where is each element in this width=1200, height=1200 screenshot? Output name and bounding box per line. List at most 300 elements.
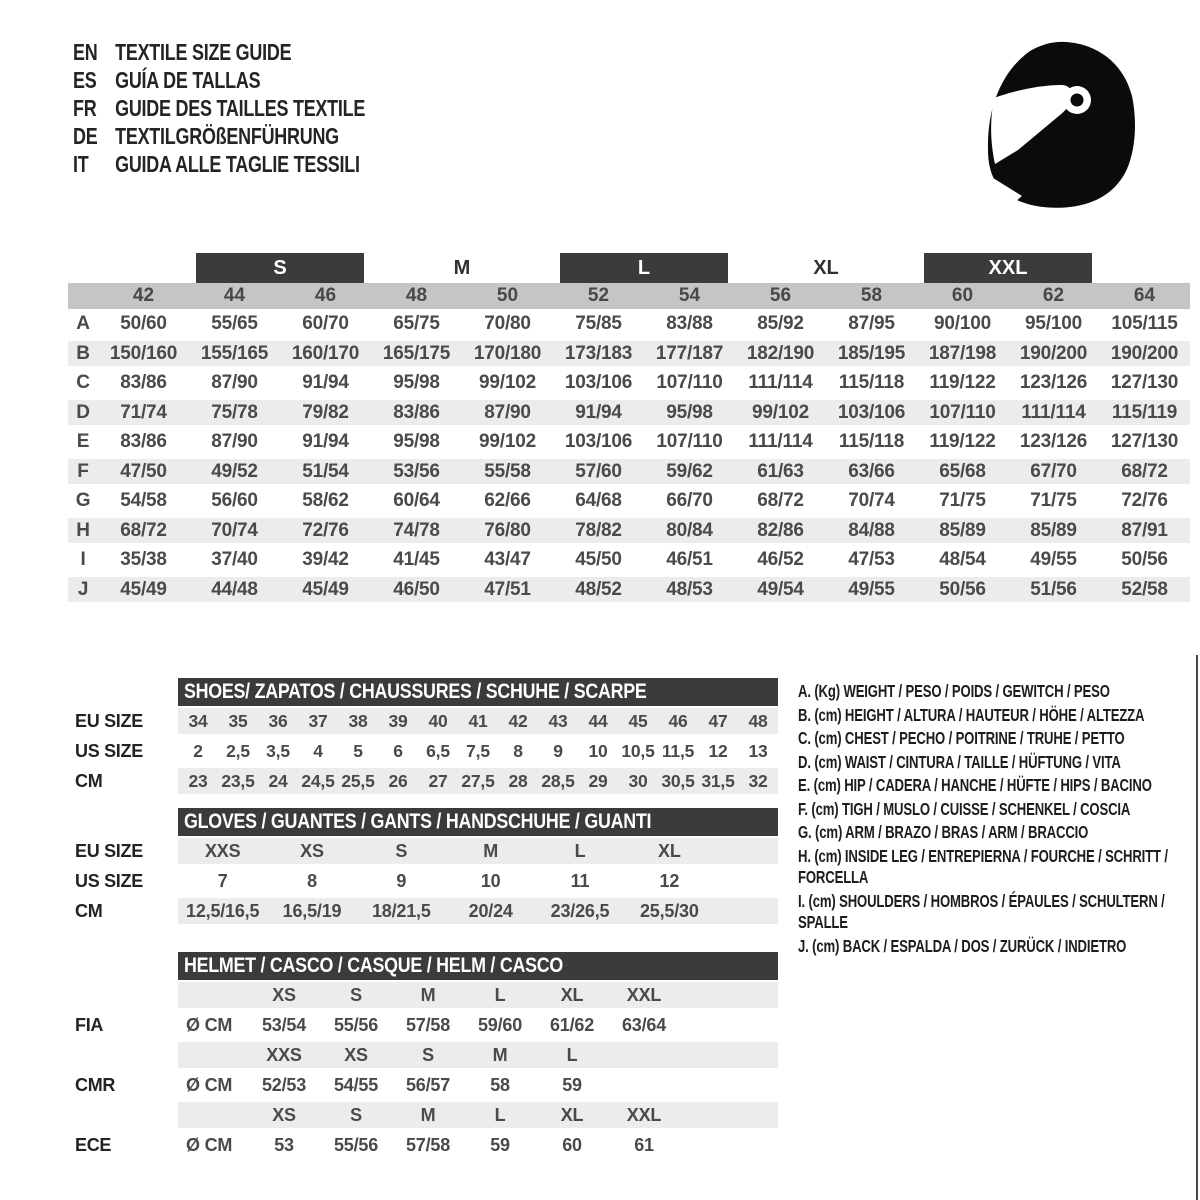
helmet-size-value: 61: [634, 1134, 654, 1155]
row-label: EU SIZE: [75, 711, 143, 731]
size-value: 95/98: [666, 401, 713, 423]
size-value: 27,5: [461, 770, 495, 791]
size-value: 82/86: [757, 519, 804, 541]
size-value: 62/66: [484, 490, 531, 511]
size-value: 45/49: [302, 578, 349, 600]
size-value: 31,5: [701, 770, 735, 791]
language-code: EN: [73, 39, 98, 65]
size-group-label: L: [560, 253, 728, 283]
size-value: 6,5: [426, 740, 450, 761]
size-value: 41: [468, 710, 488, 731]
measurement-row: [68, 486, 1190, 516]
size-value: L: [574, 840, 586, 861]
size-value: 58/62: [302, 490, 349, 511]
size-value: 87/90: [211, 372, 258, 393]
size-value: 44/48: [211, 578, 258, 600]
language-code: FR: [73, 95, 97, 121]
size-value: 30: [628, 770, 648, 791]
helmet-sizes-row: [68, 980, 778, 1010]
size-value: 83/86: [120, 431, 167, 452]
size-value: 29: [588, 770, 608, 791]
helmet-size-label: S: [350, 1104, 362, 1125]
helmet-size-label: M: [420, 1104, 436, 1125]
helmet-size-value: 57/58: [405, 1134, 451, 1155]
row-letter: J: [77, 578, 89, 600]
language-title: GUIDA ALLE TAGLIE TESSILI: [115, 151, 360, 177]
measurement-row: [68, 575, 1190, 605]
size-value: 150/160: [109, 342, 178, 364]
diameter-unit: Ø CM: [186, 1014, 233, 1035]
size-value: 47/50: [120, 460, 167, 482]
size-value: 51/54: [302, 460, 349, 482]
size-value: 60/70: [302, 313, 349, 334]
size-value: 111/114: [748, 431, 813, 452]
helmet-size-label: XXS: [266, 1044, 302, 1065]
size-value: 59/62: [666, 460, 713, 482]
numeric-size-empty: [68, 283, 98, 309]
section-row: [68, 866, 778, 896]
size-value: 35: [228, 710, 248, 731]
row-band: [178, 1100, 778, 1130]
size-value: 115/119: [1111, 401, 1178, 423]
helmet-size-label: L: [566, 1044, 578, 1065]
legend-item: E. (cm) HIP / CADERA / HANCHE / HÜFTE / HIPS / BACINO: [798, 775, 1152, 795]
row-letter: C: [76, 372, 90, 393]
size-value: 173/183: [564, 342, 633, 364]
size-value: 46/50: [393, 578, 440, 600]
helmet-values-row: [68, 1130, 778, 1160]
size-value: 45/50: [575, 549, 622, 570]
numeric-size: 44: [223, 285, 246, 306]
size-value: 84/88: [848, 519, 895, 541]
size-value: 39/42: [302, 549, 349, 570]
size-value: 105/115: [1111, 313, 1178, 334]
gloves-header-bar: [178, 808, 778, 836]
size-value: 11: [570, 870, 590, 891]
helmet-size-label: XS: [272, 984, 296, 1005]
size-value: 46/51: [666, 549, 713, 570]
size-value: 103/106: [837, 401, 906, 423]
row-band: [178, 1010, 778, 1040]
helmet-values-row: [68, 1070, 778, 1100]
row-label-empty: [68, 1100, 178, 1130]
value-grid: [178, 736, 778, 766]
right-edge-artifact-line: [1196, 655, 1198, 1200]
size-value: 6: [393, 740, 403, 761]
size-value: 80/84: [666, 519, 713, 541]
measurement-row: [68, 398, 1190, 428]
size-value: 23/26,5: [550, 900, 610, 921]
size-value: 87/90: [484, 401, 531, 423]
row-letter: D: [76, 401, 90, 423]
size-value: 16,5/19: [282, 900, 342, 921]
section-row: [68, 896, 778, 926]
size-value: 72/76: [302, 519, 349, 541]
helmet-size-label: M: [492, 1044, 508, 1065]
size-value: 20/24: [468, 900, 513, 921]
language-row: [73, 122, 365, 150]
size-value: 4: [313, 740, 323, 761]
size-value: 107/110: [656, 431, 723, 452]
helmet-size-value: 60: [562, 1134, 582, 1155]
row-letter: G: [75, 490, 91, 511]
size-value: 49/55: [848, 578, 895, 600]
standard-label: CMR: [75, 1075, 116, 1095]
language-code: IT: [73, 151, 89, 177]
row-band: [178, 1040, 778, 1070]
size-value: 83/88: [666, 313, 713, 334]
measurement-row: [68, 545, 1190, 575]
value-grid: [178, 1070, 778, 1100]
size-value: 3,5: [266, 740, 290, 761]
size-value: 71/75: [1030, 490, 1077, 511]
helmet-size-label: XS: [344, 1044, 368, 1065]
size-value: 43/47: [484, 549, 531, 570]
size-value: 45: [628, 710, 648, 731]
size-value: 99/102: [479, 431, 536, 452]
size-value: 83/86: [393, 401, 440, 423]
size-value: 123/126: [1019, 372, 1088, 393]
size-value: 48/54: [939, 549, 986, 570]
size-value: 111/114: [748, 372, 813, 393]
racing-helmet-icon: [980, 38, 1138, 213]
helmet-rows: [68, 980, 778, 1160]
size-value: 42: [508, 710, 528, 731]
size-value: 54/58: [120, 490, 167, 511]
size-value: 66/70: [666, 490, 713, 511]
size-value: 87/95: [848, 313, 895, 334]
size-value: 63/66: [848, 460, 895, 482]
size-value: 68/72: [1121, 460, 1168, 482]
size-value: 170/180: [473, 342, 542, 364]
size-value: M: [483, 840, 499, 861]
measurement-legend: [798, 681, 1190, 959]
row-band: [178, 980, 778, 1010]
helmet-size-value: 59: [562, 1074, 582, 1095]
numeric-size: 60: [951, 285, 974, 306]
size-value: 50/56: [939, 578, 986, 600]
size-value: 72/76: [1121, 490, 1168, 511]
helmet-size-label: L: [494, 984, 506, 1005]
size-value: 107/110: [656, 372, 723, 393]
size-value: 37/40: [211, 549, 258, 570]
shoes-header-bar: [178, 678, 778, 706]
language-row: [73, 38, 365, 66]
row-label: EU SIZE: [75, 841, 143, 861]
section-row: [68, 706, 778, 736]
size-value: 85/89: [1030, 519, 1077, 541]
row-label: US SIZE: [75, 741, 143, 761]
helmet-values-row: [68, 1010, 778, 1040]
numeric-size: 48: [405, 285, 428, 306]
numeric-size: 56: [769, 285, 792, 306]
size-value: 52/58: [1121, 578, 1168, 600]
language-row: [73, 66, 365, 94]
helmet-size-value: 53: [274, 1134, 294, 1155]
size-value: 190/200: [1019, 342, 1088, 364]
language-row: [73, 150, 365, 178]
size-value: 111/114: [1021, 401, 1086, 423]
measurement-row: [68, 516, 1190, 546]
size-value: 76/80: [484, 519, 531, 541]
row-letter: F: [77, 460, 89, 482]
size-value: 75/85: [575, 313, 622, 334]
size-value: 25,5/30: [640, 900, 699, 921]
gloves-rows: [68, 836, 778, 926]
legend-item: D. (cm) WAIST / CINTURA / TAILLE / HÜFTUNG / VITA: [798, 751, 1121, 772]
language-title: GUÍA DE TALLAS: [115, 67, 261, 93]
size-value: 64/68: [575, 490, 622, 511]
size-value: 160/170: [291, 342, 360, 364]
row-band: [178, 1070, 778, 1100]
size-value: 49/55: [1030, 549, 1077, 570]
size-value: 123/126: [1019, 431, 1088, 452]
row-band: [178, 866, 778, 896]
size-value: 57/60: [575, 460, 622, 482]
size-value: XL: [658, 840, 681, 861]
shoes-size-table: [68, 678, 778, 796]
row-letter: E: [76, 431, 90, 452]
size-value: 40: [428, 710, 448, 731]
gloves-size-table: [68, 808, 778, 926]
size-value: 10: [480, 870, 501, 891]
size-value: 55/58: [484, 460, 531, 482]
size-value: 8: [307, 870, 317, 891]
size-value: 70/80: [484, 313, 531, 334]
size-value: 115/118: [838, 372, 905, 393]
value-grid: [178, 1130, 778, 1160]
size-value: 95/98: [393, 431, 440, 452]
helmet-sizes-row: [68, 1040, 778, 1070]
section-row: [68, 736, 778, 766]
language-code: DE: [73, 123, 98, 149]
legend-item: B. (cm) HEIGHT / ALTURA / HAUTEUR / HÖHE / ALTEZZA: [798, 704, 1145, 725]
size-value: 12: [708, 740, 728, 761]
diameter-unit: Ø CM: [186, 1134, 233, 1155]
measurement-row: [68, 427, 1190, 457]
helmet-size-value: 59: [490, 1134, 510, 1155]
size-value: 12,5/16,5: [186, 900, 260, 921]
size-value: 68/72: [120, 519, 167, 541]
helmet-size-label: XXL: [626, 984, 662, 1005]
size-value: 36: [268, 710, 288, 731]
size-value: 43: [548, 710, 568, 731]
size-value: 74/78: [393, 519, 440, 541]
numeric-size: 58: [860, 285, 883, 306]
size-value: 70/74: [848, 490, 895, 511]
legend-item: F. (cm) TIGH / MUSLO / CUISSE / SCHENKEL / COSCIA: [798, 798, 1131, 819]
standard-label: ECE: [75, 1135, 112, 1155]
value-grid: [178, 836, 778, 866]
numeric-size: 52: [587, 285, 610, 306]
row-letter: B: [76, 342, 90, 364]
legend-item: H. (cm) INSIDE LEG / ENTREPIERNA / FOURCHE / SCHRITT / FORCELLA: [798, 845, 1168, 887]
legend-item: C. (cm) CHEST / PECHO / POITRINE / TRUHE / PETTO: [798, 728, 1125, 748]
size-value: 119/122: [929, 372, 996, 393]
size-value: 48: [748, 710, 768, 731]
numeric-size: 54: [678, 285, 701, 306]
value-grid: [178, 1100, 778, 1130]
size-value: S: [395, 840, 408, 861]
helmet-size-value: 57/58: [405, 1014, 451, 1035]
size-value: 30,5: [661, 770, 695, 791]
standard-label: FIA: [75, 1015, 104, 1035]
size-group-label: XL: [813, 257, 839, 279]
size-value: 99/102: [479, 372, 536, 393]
size-value: 47: [708, 710, 728, 731]
row-letter: H: [76, 519, 90, 541]
size-value: 190/200: [1110, 342, 1179, 364]
helmet-size-value: 56/57: [405, 1074, 451, 1095]
helmet-size-label: S: [422, 1044, 434, 1065]
size-value: 49/52: [211, 460, 258, 482]
helmet-size-value: 52/53: [261, 1074, 307, 1095]
measurement-row: [68, 457, 1190, 487]
value-grid: [178, 866, 778, 896]
row-label-empty: [68, 980, 178, 1010]
helmet-size-value: 55/56: [333, 1014, 379, 1035]
size-value: 5: [353, 740, 363, 761]
helmet-size-label: XS: [272, 1104, 296, 1125]
size-value: 44: [588, 710, 608, 731]
value-grid: [178, 896, 778, 926]
row-label: US SIZE: [75, 871, 143, 891]
size-value: 24,5: [301, 770, 335, 791]
textile-size-table: [68, 253, 1190, 604]
size-value: 127/130: [1110, 372, 1179, 393]
size-value: 9: [553, 740, 563, 761]
size-value: 56/60: [211, 490, 258, 511]
row-letter: I: [80, 549, 86, 570]
size-value: 7,5: [466, 740, 490, 761]
size-value: 165/175: [382, 342, 451, 364]
language-title: GUIDE DES TAILLES TEXTILE: [115, 95, 366, 121]
helmet-title: HELMET / CASCO / CASQUE / HELM / CASCO: [183, 954, 564, 977]
language-title: TEXTILGRÖßENFÜHRUNG: [115, 123, 339, 149]
size-group-label: M: [453, 257, 471, 279]
size-value: 13: [748, 740, 768, 761]
size-value: 78/82: [575, 519, 622, 541]
helmet-size-label: M: [420, 984, 436, 1005]
size-value: 45/49: [120, 578, 167, 600]
value-grid: [178, 1040, 778, 1070]
size-value: 70/74: [211, 519, 258, 541]
section-row: [68, 836, 778, 866]
size-value: 23: [188, 770, 208, 791]
size-value: 2: [193, 740, 203, 761]
row-label: CM: [75, 901, 103, 921]
size-value: 67/70: [1030, 460, 1077, 482]
size-value: 37: [308, 710, 328, 731]
value-grid: [178, 766, 778, 796]
size-value: 27: [428, 770, 448, 791]
row-band: [178, 706, 778, 736]
value-grid: [178, 706, 778, 736]
size-value: 79/82: [302, 401, 349, 423]
helmet-size-table: [68, 952, 778, 1160]
numeric-size: 64: [1133, 285, 1156, 306]
size-value: 25,5: [341, 770, 375, 791]
size-group-label: XXL: [924, 253, 1092, 283]
size-value: XS: [300, 840, 324, 861]
size-value: 34: [188, 710, 208, 731]
size-value: 65/75: [393, 313, 440, 334]
language-row: [73, 94, 365, 122]
size-value: 8: [513, 740, 523, 761]
size-value: 90/100: [934, 313, 991, 334]
legend-item: J. (cm) BACK / ESPALDA / DOS / ZURÜCK / INDIETRO: [798, 935, 1127, 956]
size-group-label: S: [196, 253, 364, 283]
size-value: 51/56: [1030, 578, 1077, 600]
row-label-empty: [68, 1040, 178, 1070]
size-value: 71/75: [939, 490, 986, 511]
numeric-size: 46: [314, 285, 337, 306]
size-value: 2,5: [226, 740, 250, 761]
size-value: 83/86: [120, 372, 167, 393]
size-value: 7: [217, 870, 228, 891]
numeric-size-row: [68, 283, 1190, 309]
size-value: 24: [268, 770, 288, 791]
helmet-size-label: S: [350, 984, 362, 1005]
size-value: 47/51: [484, 578, 531, 600]
helmet-size-label: XL: [560, 984, 584, 1005]
value-grid: [178, 1010, 778, 1040]
size-value: 18/21,5: [372, 900, 431, 921]
size-value: 46: [668, 710, 688, 731]
size-value: 12: [659, 870, 680, 891]
size-value: 75/78: [211, 401, 258, 423]
value-grid: [178, 980, 778, 1010]
numeric-size: 62: [1042, 285, 1065, 306]
size-value: 107/110: [929, 401, 996, 423]
size-value: 91/94: [575, 401, 622, 423]
size-value: 10: [588, 740, 608, 761]
size-value: 177/187: [655, 342, 724, 364]
size-value: 127/130: [1110, 431, 1179, 452]
helmet-size-label: L: [494, 1104, 506, 1125]
row-band: [178, 836, 778, 866]
size-value: 28: [508, 770, 528, 791]
helmet-header-bar: [178, 952, 778, 980]
shoes-rows: [68, 706, 778, 796]
size-value: 185/195: [837, 342, 906, 364]
size-value: 9: [396, 870, 407, 891]
language-code: ES: [73, 67, 97, 93]
gloves-title: GLOVES / GUANTES / GANTS / HANDSCHUHE / GUANTI: [183, 810, 652, 833]
helmet-size-value: 55/56: [333, 1134, 379, 1155]
legend-item: I. (cm) SHOULDERS / HOMBROS / ÉPAULES / SCHULTERN / SPALLE: [798, 890, 1165, 932]
row-label: CM: [75, 771, 103, 791]
size-value: 103/106: [564, 372, 633, 393]
measurement-row: [68, 339, 1190, 369]
size-value: 28,5: [541, 770, 575, 791]
size-value: 95/100: [1025, 313, 1082, 334]
size-value: 155/165: [200, 342, 269, 364]
size-value: 41/45: [393, 549, 440, 570]
size-value: 85/92: [757, 313, 804, 334]
section-row: [68, 766, 778, 796]
size-value: 46/52: [757, 549, 804, 570]
size-value: 26: [388, 770, 408, 791]
size-value: 50/60: [120, 313, 167, 334]
helmet-size-value: 54/55: [333, 1074, 379, 1095]
size-value: XXS: [204, 840, 241, 861]
size-value: 187/198: [928, 342, 997, 364]
size-value: 119/122: [929, 431, 996, 452]
size-value: 68/72: [757, 490, 804, 511]
size-value: 182/190: [746, 342, 815, 364]
size-group-row: [68, 253, 1190, 283]
